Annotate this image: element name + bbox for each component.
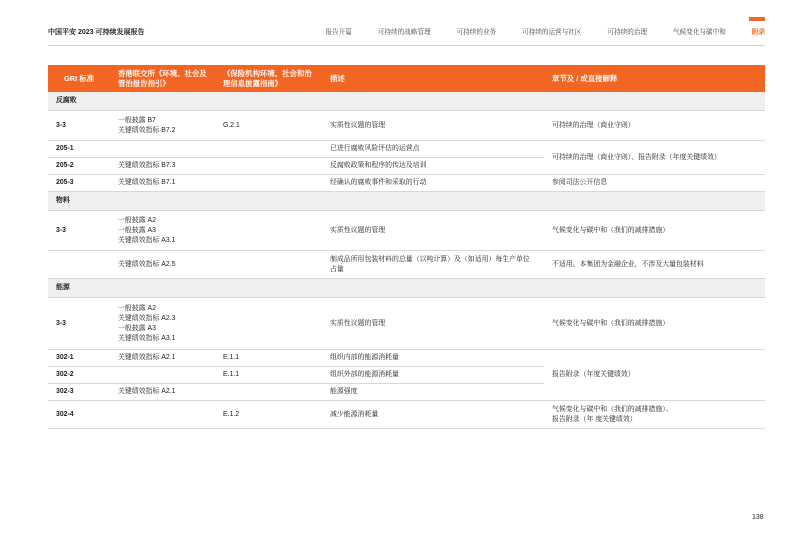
hkex-ref: 关键绩效指标 B7.3 <box>110 158 215 175</box>
section-row-energy <box>48 279 765 298</box>
hkex-ref: 一般披露 A2 关键绩效指标 A2.3 一般披露 A3 关键绩效指标 A3.1 <box>110 298 215 350</box>
section-label: 反腐败 <box>48 92 765 111</box>
table-row <box>48 251 765 279</box>
description: 经确认的腐败事件和采取的行动 <box>322 175 544 192</box>
gri-code <box>48 251 110 279</box>
table-row <box>48 298 765 350</box>
insurance-ref <box>215 158 322 175</box>
description: 实质性议题的管理 <box>322 211 544 251</box>
reference: 参阅司法公开信息 <box>544 175 765 192</box>
hkex-ref: 关键绩效指标 A2.1 <box>110 350 215 367</box>
table-row <box>48 401 765 429</box>
hkex-ref: 一般披露 B7 关键绩效指标 B7.2 <box>110 111 215 141</box>
hkex-ref: 关键绩效指标 A2.1 <box>110 384 215 401</box>
gri-code: 302-4 <box>48 401 110 429</box>
hkex-ref: 一般披露 A2 一般披露 A3 关键绩效指标 A3.1 <box>110 211 215 251</box>
hkex-ref: 关键绩效指标 A2.5 <box>110 251 215 279</box>
hkex-ref <box>110 141 215 158</box>
column-header-reference: 章节及 / 或直接解释 <box>544 65 765 92</box>
gri-code: 3-3 <box>48 298 110 350</box>
gri-code: 302-1 <box>48 350 110 367</box>
nav-item-business[interactable]: 可持续的业务 <box>456 29 497 36</box>
page-number: 138 <box>752 514 764 521</box>
section-label: 能源 <box>48 279 765 298</box>
gri-code: 3-3 <box>48 111 110 141</box>
table-row <box>48 141 765 158</box>
reference: 可持续的治理（商业守则） <box>544 111 765 141</box>
insurance-ref <box>215 141 322 158</box>
nav-item-governance[interactable]: 可持续的治理 <box>607 29 648 36</box>
section-row-anti-corruption <box>48 92 765 111</box>
description: 制成品所用包装材料的总量（以吨计算）及（如适用）每生产单位占量 <box>322 251 544 279</box>
gri-code: 302-3 <box>48 384 110 401</box>
table-row <box>48 350 765 367</box>
table-row <box>48 211 765 251</box>
reference: 报告附录（年度关键绩效） <box>544 350 765 401</box>
column-header-insurance-guide: 《保险机构环境、社会和治理信息披露指南》 <box>215 65 322 92</box>
description: 组织外部的能源消耗量 <box>322 367 544 384</box>
nav-item-strategy[interactable]: 可持续的战略管理 <box>377 29 431 36</box>
insurance-ref: E.1.1 <box>215 350 322 367</box>
header-divider <box>48 45 765 46</box>
gri-code: 205-1 <box>48 141 110 158</box>
insurance-ref <box>215 175 322 192</box>
description: 实质性议题的管理 <box>322 111 544 141</box>
gri-code: 3-3 <box>48 211 110 251</box>
insurance-ref <box>215 251 322 279</box>
insurance-ref <box>215 384 322 401</box>
reference: 气候变化与碳中和（我们的减排措施） <box>544 298 765 350</box>
description: 能源强度 <box>322 384 544 401</box>
description: 实质性议题的管理 <box>322 298 544 350</box>
table-row <box>48 175 765 192</box>
top-navigation <box>299 26 765 36</box>
nav-item-opening[interactable]: 报告开篇 <box>325 29 352 36</box>
column-header-hkex: 香港联交所《环境、社会及管治报告指引》 <box>110 65 215 92</box>
reference: 可持续的治理（商业守则）、报告附录（年度关键绩效） <box>544 141 765 175</box>
description: 反腐败政策和程序的传达及培训 <box>322 158 544 175</box>
description: 已进行腐败风险评估的运营点 <box>322 141 544 158</box>
nav-item-appendix[interactable]: 附录 <box>751 29 765 36</box>
section-label: 物料 <box>48 192 765 211</box>
nav-item-operations[interactable]: 可持续的运营与社区 <box>522 29 582 36</box>
gri-code: 302-2 <box>48 367 110 384</box>
hkex-ref <box>110 367 215 384</box>
active-tab-marker <box>749 17 765 21</box>
top-bar <box>0 0 809 50</box>
gri-code: 205-3 <box>48 175 110 192</box>
report-title: 中国平安 2023 可持续发展报告 <box>48 29 145 36</box>
reference: 气候变化与碳中和（我们的减排措施）、 报告附录（年 度关键绩效） <box>544 401 765 429</box>
reference: 不适用。本集团为金融企业，不涉及大量包装材料 <box>544 251 765 279</box>
table-header-row <box>48 65 765 92</box>
description: 减少能源消耗量 <box>322 401 544 429</box>
description: 组织内部的能源消耗量 <box>322 350 544 367</box>
insurance-ref: E.1.1 <box>215 367 322 384</box>
column-header-description: 描述 <box>322 65 544 92</box>
gri-code: 205-2 <box>48 158 110 175</box>
table-row <box>48 111 765 141</box>
insurance-ref: E.1.2 <box>215 401 322 429</box>
insurance-ref <box>215 298 322 350</box>
section-row-materials <box>48 192 765 211</box>
gri-index-table <box>48 65 765 429</box>
hkex-ref: 关键绩效指标 B7.1 <box>110 175 215 192</box>
insurance-ref: G.2.1 <box>215 111 322 141</box>
nav-item-climate[interactable]: 气候变化与碳中和 <box>673 29 726 36</box>
insurance-ref <box>215 211 322 251</box>
reference: 气候变化与碳中和（我们的减排措施） <box>544 211 765 251</box>
hkex-ref <box>110 401 215 429</box>
column-header-gri: GRI 标准 <box>48 65 110 92</box>
